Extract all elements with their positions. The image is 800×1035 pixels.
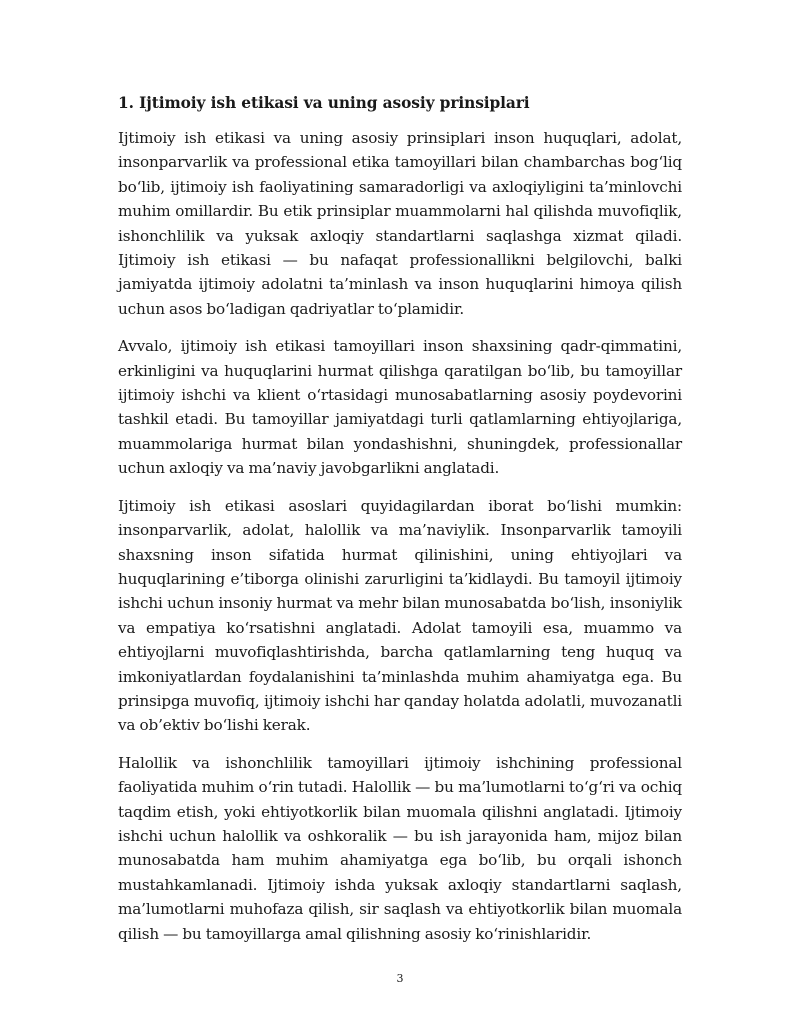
section-heading: 1. Ijtimoiy ish etikasi va uning asosiy prinsiplari bbox=[118, 94, 530, 112]
page-content bbox=[118, 92, 682, 959]
paragraph-3: Ijtimoiy ish etikasi asoslari quyidagilardan iborat bo‘lishi mumkin: insonparvarlik, adolat, halollik va ma’naviylik. Insonparvarlik tamoyili shaxsning inson sifatida hurmat qilinishini, uning ehtiyojlari va huquqlarining e’tiborga olinishi zarurligini ta’kidlaydi. Bu tamoyil ijtimoiy ishchi uchun insoniy hurmat va mehr bilan munosabatda bo‘lish, insoniylik va empatiya ko‘rsatishni anglatadi. Adolat tamoyili esa, muammo va ehtiyojlarni muvofiqlashtirishda, barcha qatlamlarning teng huquq va imkoniyatlardan foydalanishini ta’minlashda muhim ahamiyatga ega. Bu prinsipga muvofiq, ijtimoiy ishchi har qanday holatda adolatli, muvozanatli va ob’ektiv bo‘lishi kerak. bbox=[118, 496, 682, 735]
paragraph-4: Halollik va ishonchlilik tamoyillari ijtimoiy ishchining professional faoliyatida muhim o‘rin tutadi. Halollik — bu ma’lumotlarni to‘g‘ri va ochiq taqdim etish, yoki ehtiyotkorlik bilan muomala qilishni anglatadi. Ijtimoiy ishchi uchun halollik va oshkoralik — bu ish jarayonida ham, mijoz bilan munosabatda ham muhim ahamiyatga ega bo‘lib, bu orqali ishonch mustahkamlanadi. Ijtimoiy ishda yuksak axloqiy standartlarni saqlash, ma’lumotlarni muhofaza qilish, sir saqlash va ehtiyotkorlik bilan muomala qilish — bu tamoyillarga amal qilishning asosiy ko‘rinishlaridir. bbox=[118, 753, 682, 943]
page-number: 3 bbox=[396, 972, 404, 985]
paragraph-2: Avvalo, ijtimoiy ish etikasi tamoyillari inson shaxsining qadr-qimmatini, erkinligini va huquqlarini hurmat qilishga qaratilgan bo‘lib, bu tamoyillar ijtimoiy ishchi va klient o‘rtasidagi munosabatlarning asosiy poydevorini tashkil etadi. Bu tamoyillar jamiyatdagi turli qatlamlarning ehtiyojlariga, muammolariga hurmat bilan yondashishni, shuningdek, professionallar uchun axloqiy va ma’naviy javobgarlikni anglatadi. bbox=[118, 337, 682, 478]
paragraph-1: Ijtimoiy ish etikasi va uning asosiy prinsiplari inson huquqlari, adolat, insonparvarlik va professional etika tamoyillari bilan chambarchas bog‘liq bo‘lib, ijtimoiy ish faoliyatining samaradorligi va axloqiyligini ta’minlovchi muhim omillardir. Bu etik prinsiplar muammolarni hal qilishda muvofiqlik, ishonchlilik va yuksak axloqiy standartlarni saqlashga xizmat qiladi. Ijtimoiy ish etikasi — bu nafaqat professionallikni belgilovchi, balki jamiyatda ijtimoiy adolatni ta’minlash va inson huquqlarini himoya qilish uchun asos bo‘ladigan qadriyatlar to‘plamidir. bbox=[118, 129, 682, 318]
